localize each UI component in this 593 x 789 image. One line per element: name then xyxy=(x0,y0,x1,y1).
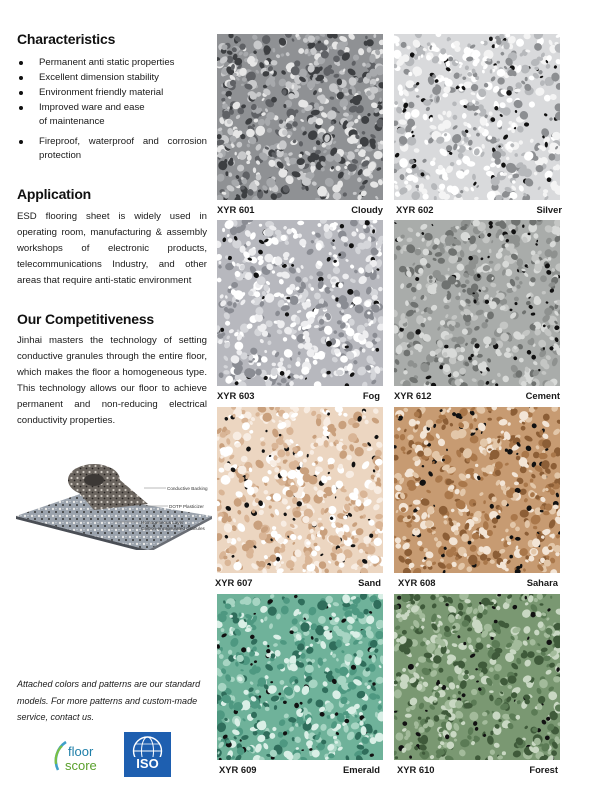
speckle xyxy=(249,360,253,362)
speckle xyxy=(430,117,433,122)
swatch-sand[interactable] xyxy=(217,407,383,573)
speckle xyxy=(404,350,411,357)
speckle xyxy=(498,719,501,722)
competitiveness-heading: Our Competitiveness xyxy=(17,311,155,327)
swatch-code: XYR 601 xyxy=(217,204,255,215)
swatch-sahara[interactable] xyxy=(394,407,560,573)
speckle xyxy=(413,500,421,505)
swatch-name: Sahara xyxy=(526,577,558,588)
list-item: Environment friendly material xyxy=(17,86,207,100)
bullet-icon xyxy=(19,91,23,95)
bullet-icon xyxy=(19,106,23,110)
swatch-fog[interactable] xyxy=(217,220,383,386)
bullet-icon xyxy=(19,76,23,80)
diagram-label: Carbon-encapsulated Granules xyxy=(141,526,205,531)
swatch-cloudy[interactable] xyxy=(217,34,383,200)
swatch-emerald[interactable] xyxy=(217,594,383,760)
svg-text:ISO: ISO xyxy=(136,756,159,771)
swatch-code: XYR 610 xyxy=(397,764,435,775)
speckle xyxy=(283,701,287,704)
swatch-name: Fog xyxy=(362,390,380,401)
swatch-code: XYR 607 xyxy=(215,577,253,588)
speckle xyxy=(489,261,494,264)
swatch-code: XYR 608 xyxy=(398,577,436,588)
swatch-silver[interactable] xyxy=(394,34,560,200)
standard-models-note: Attached colors and patterns are our standard models. For more patterns and custom-made service, contact us. xyxy=(17,679,201,722)
speckle xyxy=(255,307,263,315)
speckle xyxy=(444,305,450,309)
swatch-name: Silver xyxy=(536,204,562,215)
swatch-name: Emerald xyxy=(343,764,380,775)
speckle xyxy=(475,464,478,467)
svg-text:score: score xyxy=(65,758,97,773)
competitiveness-text: Jinhai masters the technology of setting conductive granules through the entire floor, which makes the floor a homogeneous type. This technology allows our floor to achieve permanent and non-reducing electrical conductivity properties. xyxy=(17,335,207,426)
list-item: Excellent dimension stability xyxy=(17,71,207,85)
diagram-label: Conductive Backing xyxy=(167,486,208,491)
swatch-name: Sand xyxy=(358,577,381,588)
swatch-name: Cement xyxy=(525,390,560,401)
iso-logo xyxy=(124,732,171,777)
application-heading: Application xyxy=(17,186,92,202)
swatch-name: Forest xyxy=(529,764,558,775)
diagram-label: DOTP Plasticizer xyxy=(169,504,204,509)
floor-layer-diagram xyxy=(16,458,212,550)
swatch-forest[interactable] xyxy=(394,594,560,760)
speckle xyxy=(264,284,269,291)
speckle xyxy=(239,613,242,617)
speckle xyxy=(408,72,412,76)
list-item: Fireproof, waterproof and corrosion protection xyxy=(17,135,207,163)
bullet-icon xyxy=(19,61,23,65)
swatch-code: XYR 602 xyxy=(396,204,434,215)
speckle xyxy=(318,88,322,92)
swatch-code: XYR 609 xyxy=(219,764,257,775)
swatch-code: XYR 612 xyxy=(394,390,432,401)
diagram-label: Homogeneous Layer xyxy=(141,520,184,525)
swatch-code: XYR 603 xyxy=(217,390,255,401)
list-item: Permanent anti static properties xyxy=(17,56,207,70)
swatch-cement[interactable] xyxy=(394,220,560,386)
speckle xyxy=(235,152,237,156)
speckle xyxy=(292,722,295,726)
swatch-name: Cloudy xyxy=(351,204,383,215)
floorscore-logo xyxy=(52,736,108,776)
speckle xyxy=(365,264,373,273)
speckle xyxy=(464,703,473,709)
characteristics-list xyxy=(17,56,207,164)
bullet-icon xyxy=(19,140,23,144)
application-text: ESD flooring sheet is widely used in operating room, manufacturing & assembly workshops of electronic products, telecommunications Industry, and other areas that require anti-static environment xyxy=(17,211,207,286)
characteristics-heading: Characteristics xyxy=(17,31,116,47)
list-item: Improved ware and ease of maintenance xyxy=(17,101,152,129)
svg-text:floor: floor xyxy=(68,744,94,759)
